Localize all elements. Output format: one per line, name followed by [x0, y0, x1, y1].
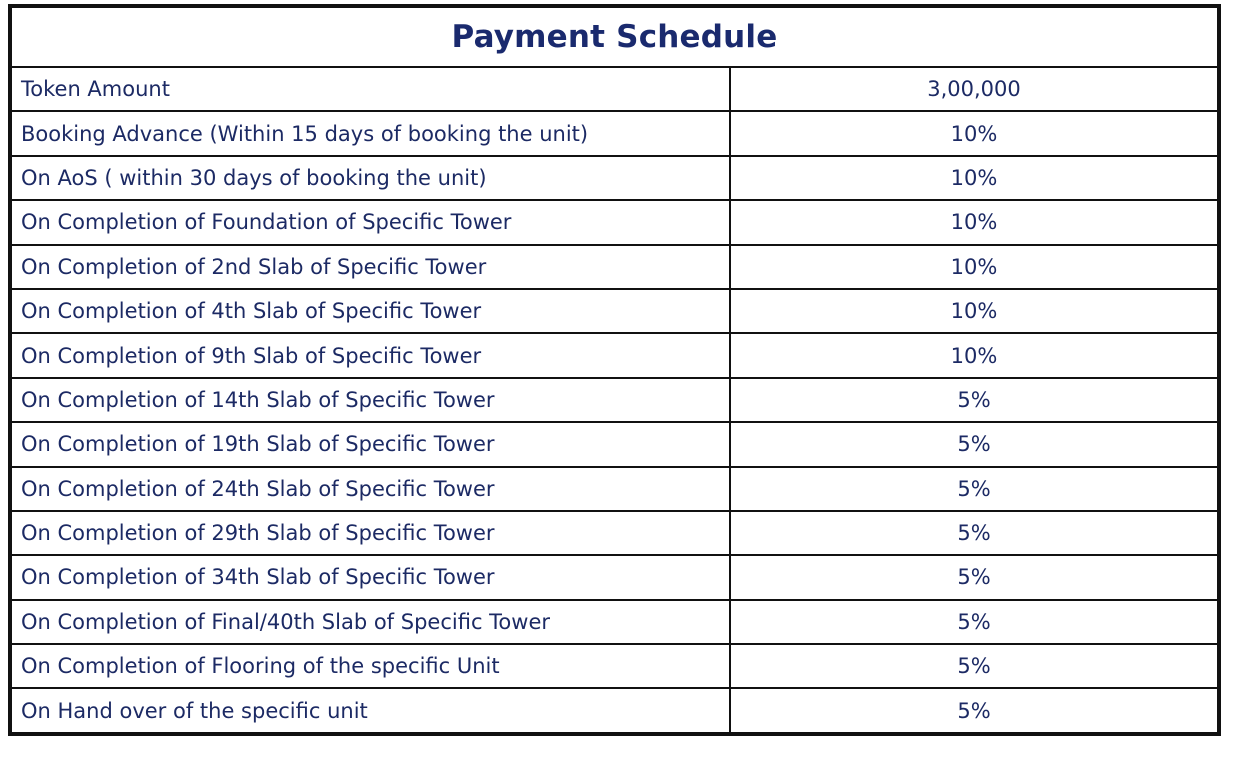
- row-label: On Completion of 14th Slab of Specific Tower: [10, 378, 730, 422]
- row-label: On Completion of 19th Slab of Specific Tower: [10, 422, 730, 466]
- row-value: 10%: [730, 111, 1219, 155]
- row-value: 5%: [730, 688, 1219, 733]
- row-label: Booking Advance (Within 15 days of booking the unit): [10, 111, 730, 155]
- row-value: 10%: [730, 200, 1219, 244]
- table-row: [10, 644, 1219, 688]
- table-title: Payment Schedule: [10, 6, 1219, 67]
- row-label: On Completion of 9th Slab of Specific Tower: [10, 333, 730, 377]
- row-value: 10%: [730, 289, 1219, 333]
- row-value: 3,00,000: [730, 67, 1219, 111]
- table-row: [10, 67, 1219, 111]
- row-label: On Completion of 4th Slab of Specific Tower: [10, 289, 730, 333]
- table-row: [10, 688, 1219, 733]
- row-value: 5%: [730, 422, 1219, 466]
- row-value: 5%: [730, 644, 1219, 688]
- row-label: On Completion of Final/40th Slab of Specific Tower: [10, 600, 730, 644]
- row-value: 5%: [730, 378, 1219, 422]
- row-label: On Completion of 24th Slab of Specific Tower: [10, 467, 730, 511]
- table-row: [10, 600, 1219, 644]
- row-label: On Hand over of the specific unit: [10, 688, 730, 733]
- table-row: [10, 555, 1219, 599]
- payment-schedule-table: [8, 4, 1221, 736]
- row-label: On Completion of Flooring of the specific Unit: [10, 644, 730, 688]
- row-label: On Completion of Foundation of Specific Tower: [10, 200, 730, 244]
- row-value: 5%: [730, 467, 1219, 511]
- row-value: 10%: [730, 333, 1219, 377]
- row-label: Token Amount: [10, 67, 730, 111]
- table-row: [10, 245, 1219, 289]
- row-value: 10%: [730, 156, 1219, 200]
- table-row: [10, 156, 1219, 200]
- table-row: [10, 378, 1219, 422]
- table-header-row: [10, 6, 1219, 67]
- row-label: On Completion of 34th Slab of Specific Tower: [10, 555, 730, 599]
- row-value: 10%: [730, 245, 1219, 289]
- table-row: [10, 333, 1219, 377]
- table-row: [10, 200, 1219, 244]
- row-label: On Completion of 2nd Slab of Specific Tower: [10, 245, 730, 289]
- table-row: [10, 467, 1219, 511]
- row-value: 5%: [730, 600, 1219, 644]
- table-row: [10, 422, 1219, 466]
- row-value: 5%: [730, 555, 1219, 599]
- row-label: On Completion of 29th Slab of Specific Tower: [10, 511, 730, 555]
- table-row: [10, 289, 1219, 333]
- row-label: On AoS ( within 30 days of booking the unit): [10, 156, 730, 200]
- row-value: 5%: [730, 511, 1219, 555]
- table-row: [10, 111, 1219, 155]
- table-body: [10, 67, 1219, 734]
- table-row: [10, 511, 1219, 555]
